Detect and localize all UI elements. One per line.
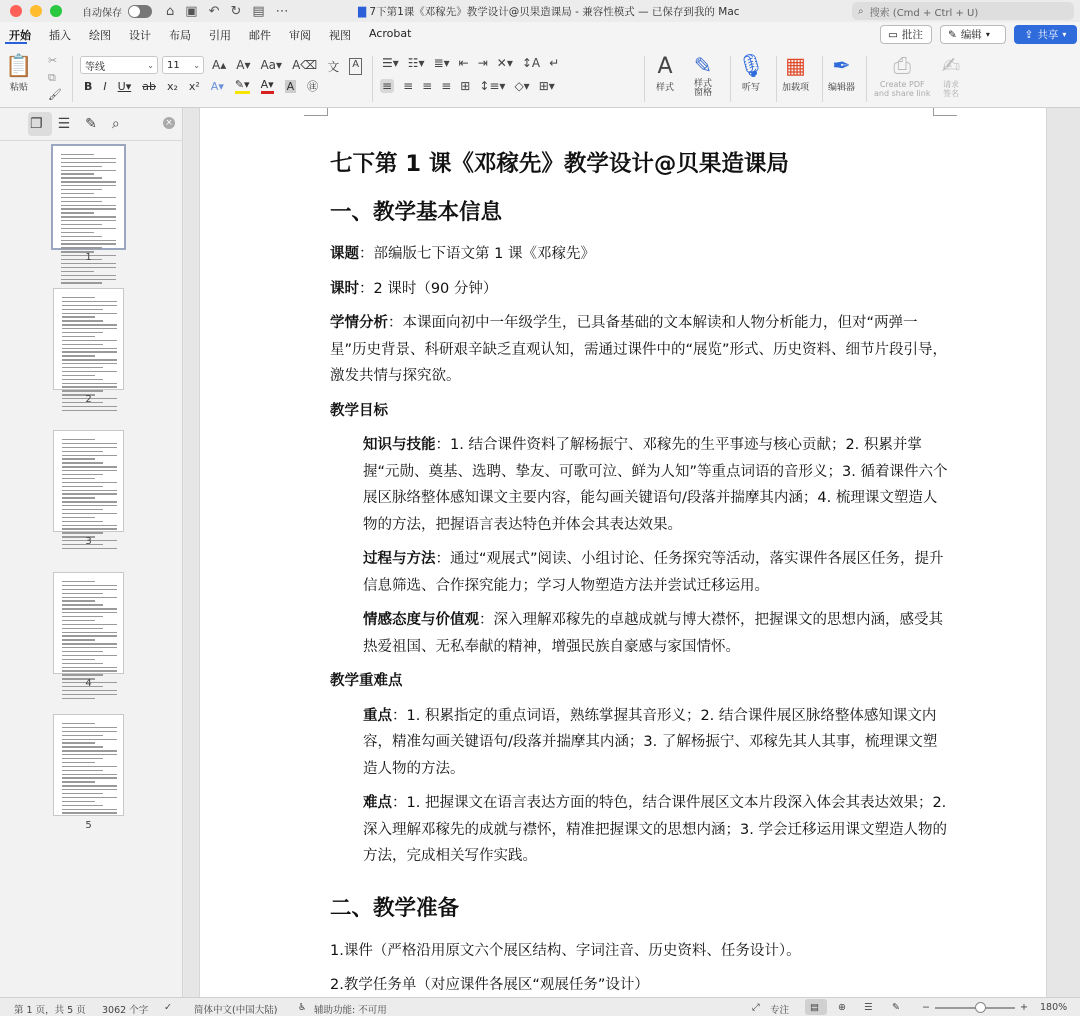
more-icon[interactable]: ⋯ <box>275 3 289 19</box>
page-thumbnail[interactable] <box>53 288 124 390</box>
comment-button[interactable]: ▭ 批注 <box>880 25 932 44</box>
lesson-paragraph: 课题：部编版七下语文第 1 课《邓稼先》 <box>330 246 595 262</box>
signature-icon: ✍ <box>941 53 961 79</box>
subheading: 教学目标 <box>330 402 388 419</box>
align-left-icon[interactable]: ≡ <box>382 79 393 93</box>
justify-icon[interactable]: ≡ <box>441 79 452 93</box>
outline-icon[interactable]: ☰ <box>57 116 71 132</box>
italic-icon[interactable]: I <box>103 79 107 93</box>
shrink-font-icon[interactable]: A▾ <box>236 58 251 72</box>
separator <box>866 56 867 102</box>
status-bar <box>0 997 1080 1016</box>
section-heading: 一、教学基本信息 <box>330 200 503 225</box>
goal-paragraph: 过程与方法：通过“观展式”阅读、小组讨论、任务探究等活动，落实课件各展区任务，提升信息筛选、合作探究能力；学习人物塑造方法并尝试迁移运用。 <box>363 551 944 594</box>
grow-font-icon[interactable]: A▴ <box>212 58 227 72</box>
styles-pane-button[interactable]: ✎ 样式 窗格 <box>690 52 716 98</box>
difficulty-paragraph: 难点：1. 把握课文在语言表达方面的特色，结合课件展区文本片段深入体会其表达效果；2. 深入理解邓稼先的成就与襟怀，精准把握课文的思想内涵；3. 学会迁移运用课文塑造人物的方法，完成相关写作实践。 <box>363 795 947 864</box>
pdf-icon: ⎙ <box>893 53 912 79</box>
crop-mark <box>304 108 328 116</box>
home-icon[interactable]: ⌂ <box>166 3 175 19</box>
thumbnail-page-number: 3 <box>85 536 92 547</box>
tab-7[interactable]: 审阅 <box>289 29 311 42</box>
page-thumbnail[interactable] <box>51 144 126 250</box>
thumbnail-text-lines <box>62 723 117 816</box>
font-format-tools <box>84 78 318 94</box>
cut-icon[interactable]: ✂ <box>48 54 58 67</box>
thumbnail-page-number: 4 <box>85 678 92 689</box>
keypoint-paragraph: 重点：1. 积累指定的重点词语，熟练掌握其音形义；2. 结合课件展区脉络整体感知课文内容，精准勾画关键语句/段落并揣摩其内涵；3. 了解杨振宁、邓稼先其人其事，梳理课文塑造人物的方法。 <box>363 707 938 777</box>
zoom-slider-handle[interactable] <box>975 1002 986 1013</box>
line-spacing-icon[interactable]: ↕≡▾ <box>479 79 506 93</box>
document-title-heading: 七下第 1 课《邓稼先》教学设计@贝果造课局 <box>330 151 789 177</box>
close-window-button[interactable] <box>10 5 22 17</box>
navigation-pane <box>0 108 183 997</box>
save-icon[interactable]: ▣ <box>185 3 198 19</box>
title-bar <box>0 0 1080 22</box>
separator <box>644 56 645 102</box>
align-center-icon[interactable]: ≡ <box>403 79 414 93</box>
list-tools <box>382 56 559 70</box>
chevron-down-icon: ▾ <box>1062 30 1067 39</box>
clipboard-tools <box>48 52 62 103</box>
comment-icon: ▭ <box>888 28 898 41</box>
separator <box>776 56 777 102</box>
section-heading: 二、教学准备 <box>330 895 460 921</box>
chevron-down-icon: ⌄ <box>193 60 200 70</box>
multilevel-list-icon[interactable]: ≣▾ <box>433 56 450 70</box>
thumbnails-icon[interactable]: ❐ <box>30 116 43 132</box>
text-effects-icon[interactable]: A▾ <box>210 79 224 93</box>
share-button[interactable]: ⇪ 共享 ▾ <box>1014 25 1077 44</box>
font-name-select[interactable]: 等线 ⌄ <box>80 56 158 74</box>
goal-paragraph: 知识与技能：1. 结合课件资料了解杨振宁、邓稼先的生平事迹与核心贡献；2. 积累并掌握“元勋、奠基、选聘、挚友、可歌可泣、鲜为人知”等重点词语的音形义；3. 循着课件六个展区脉络整体感知课文主要内容，能勾画关键语句/段落并揣摩其内涵；4. 梳理课文塑造人物的方法，把握语言表达特色并体会其表达效果。 <box>363 437 948 533</box>
redo-icon[interactable]: ↻ <box>230 3 242 19</box>
styles-pane-icon: ✎ <box>693 53 713 79</box>
format-painter-icon[interactable]: 🖌 <box>48 88 62 101</box>
sort-icon[interactable]: ↕A <box>521 56 541 70</box>
print-layout-icon[interactable]: ▤ <box>810 1002 819 1013</box>
request-sign-button[interactable]: ✍ 请求 签名 <box>938 52 964 98</box>
separator <box>822 56 823 102</box>
numbering-icon[interactable]: ☷▾ <box>407 56 425 70</box>
zoom-window-button[interactable] <box>50 5 62 17</box>
window-controls <box>10 5 62 17</box>
word-doc-icon: ▇ <box>358 6 367 18</box>
tab-1[interactable]: 插入 <box>49 29 71 42</box>
font-size-tools <box>212 58 362 75</box>
decrease-indent-icon[interactable]: ⇤ <box>458 56 469 70</box>
draft-view-icon[interactable]: ✎ <box>892 1002 900 1013</box>
outline-view-icon[interactable]: ☰ <box>864 1002 873 1013</box>
align-right-icon[interactable]: ≡ <box>422 79 433 93</box>
chevron-down-icon: ▾ <box>985 30 990 39</box>
shading-icon[interactable]: ◇▾ <box>514 79 530 93</box>
subscript-icon[interactable]: x₂ <box>166 79 178 93</box>
clear-format-icon[interactable]: A⌫ <box>292 58 318 72</box>
page-count[interactable]: 第 1 页，共 5 页 <box>14 1005 86 1016</box>
zoom-in-icon[interactable]: + <box>1020 1002 1028 1013</box>
thumbnail-text-lines <box>61 154 116 286</box>
page-thumbnail[interactable] <box>53 430 124 532</box>
create-pdf-button[interactable]: ⎙ Create PDF and share link <box>874 53 931 98</box>
edit-mode-button[interactable]: ✎ 编辑 ▾ <box>940 25 1006 44</box>
page-thumbnail[interactable] <box>53 572 124 674</box>
chevron-down-icon: ⌄ <box>147 60 154 70</box>
enclose-char-icon[interactable]: ㊟ <box>307 80 319 93</box>
strikethrough-icon[interactable]: ab <box>142 79 156 93</box>
highlight-icon[interactable]: ✎▾ <box>235 78 250 94</box>
zoom-level[interactable]: 180% <box>1040 1002 1068 1013</box>
tab-9[interactable]: Acrobat <box>369 27 412 40</box>
bold-icon[interactable]: B <box>84 79 93 93</box>
char-border-icon[interactable]: A <box>349 58 362 75</box>
separator <box>372 56 373 102</box>
minimize-window-button[interactable] <box>30 5 42 17</box>
document-title: ▇ 7下第1课《邓稼先》教学设计@贝果造课局 - 兼容性模式 — 已保存到我的 Mac <box>358 6 740 18</box>
separator <box>730 56 731 102</box>
char-shading-icon[interactable]: A <box>286 79 295 93</box>
pane-divider <box>0 140 183 141</box>
search-icon: ⌕ <box>858 5 864 17</box>
goal-paragraph: 情感态度与价值观：深入理解邓稼先的卓越成就与博大襟怀，把握课文的思想内涵，感受其热爱祖国、无私奉献的精神，增强民族自豪感与家国情怀。 <box>363 612 943 655</box>
clipboard-icon: 📋 <box>5 53 33 79</box>
search-box[interactable] <box>852 2 1074 20</box>
pencil-icon: ✎ <box>948 28 957 41</box>
ribbon-tabs <box>0 27 420 43</box>
styles-icon: A <box>657 53 673 79</box>
headings-icon[interactable]: ✎ <box>85 116 97 132</box>
underline-icon[interactable]: U▾ <box>117 79 132 93</box>
copy-icon[interactable]: ⧉ <box>48 71 56 84</box>
increase-indent-icon[interactable]: ⇥ <box>477 56 488 70</box>
word-count[interactable]: 3062 个字 <box>102 1005 149 1016</box>
autosave-label: 自动保存 <box>82 7 122 19</box>
share-icon: ⇪ <box>1024 28 1034 41</box>
tab-8[interactable]: 视图 <box>329 29 351 42</box>
undo-icon[interactable]: ↶ <box>208 3 220 19</box>
asian-layout-icon[interactable]: ✕▾ <box>496 56 513 70</box>
font-size-select[interactable]: 11 ⌄ <box>162 56 204 74</box>
prep-paragraph: 1.课件（严格沿用原文六个展区结构、字词注音、历史资料、任务设计）。 <box>330 942 801 959</box>
focus-icon: ⤢ <box>752 1002 760 1013</box>
time-paragraph: 课时：2 课时（90 分钟） <box>330 280 498 297</box>
font-color-icon[interactable]: A▾ <box>261 78 274 94</box>
tab-2[interactable]: 绘图 <box>89 29 111 42</box>
navigation-pane-tools <box>30 116 120 132</box>
phonetic-guide-icon[interactable]: 文 <box>327 60 340 74</box>
paste-button[interactable]: 📋 粘贴 <box>5 53 33 93</box>
close-pane-icon[interactable]: × <box>163 117 175 129</box>
subheading: 教学重难点 <box>330 673 403 689</box>
thumbnail-page-number: 2 <box>85 394 92 405</box>
autosave-control <box>82 4 152 19</box>
distribute-icon[interactable]: ⊞ <box>460 79 471 93</box>
thumbnail-text-lines <box>62 439 117 552</box>
superscript-icon[interactable]: x² <box>188 79 200 93</box>
quick-access-toolbar <box>166 4 289 19</box>
ribbon <box>0 48 1080 108</box>
crop-mark <box>933 108 957 116</box>
document-page[interactable] <box>199 108 1047 997</box>
tab-0[interactable]: 开始 <box>9 29 31 42</box>
addins-button[interactable]: ▦ 加载项 <box>782 53 810 93</box>
ribbon-tabs-bar <box>0 22 1080 48</box>
tab-4[interactable]: 布局 <box>169 29 191 42</box>
tab-3[interactable]: 设计 <box>129 29 151 42</box>
tab-6[interactable]: 邮件 <box>249 29 271 42</box>
language-status[interactable]: 简体中文(中国大陆) <box>194 1005 278 1016</box>
document-content[interactable] <box>330 144 950 997</box>
alignment-tools <box>380 79 555 93</box>
active-tab-indicator <box>5 42 27 44</box>
addins-icon: ▦ <box>785 53 806 79</box>
document-canvas[interactable] <box>184 108 1080 997</box>
show-marks-icon[interactable]: ↵ <box>549 56 560 70</box>
tab-5[interactable]: 引用 <box>209 29 231 42</box>
styles-button[interactable]: A 样式 <box>652 52 678 93</box>
print-icon[interactable]: ▤ <box>252 3 265 19</box>
dictate-button[interactable]: 🎙 听写 <box>737 53 765 93</box>
thumbnail-page-number: 5 <box>85 820 92 831</box>
thumbnail-page-number: 1 <box>85 252 92 263</box>
accessibility-icon: ♿ <box>298 1002 307 1013</box>
change-case-icon[interactable]: Aa▾ <box>260 58 283 72</box>
autosave-toggle[interactable] <box>128 5 152 18</box>
prep-paragraph: 2.教学任务单（对应课件各展区“观展任务”设计） <box>330 977 649 993</box>
search-icon[interactable]: ⌕ <box>111 116 120 132</box>
proofing-icon[interactable]: ✓ <box>164 1002 172 1013</box>
editor-icon: ✒ <box>832 53 851 79</box>
microphone-icon: 🎙 <box>737 53 765 79</box>
bullets-icon[interactable]: ☰▾ <box>382 56 399 70</box>
web-layout-icon[interactable]: ⊕ <box>838 1002 846 1013</box>
search-placeholder: 搜索 (Cmd + Ctrl + U) <box>869 7 979 19</box>
zoom-out-icon[interactable]: − <box>922 1002 930 1013</box>
accessibility-status[interactable]: 辅助功能: 不可用 <box>314 1005 387 1016</box>
editor-button[interactable]: ✒ 编辑器 <box>828 53 856 93</box>
page-thumbnail[interactable] <box>53 714 124 816</box>
analysis-paragraph: 学情分析：本课面向初中一年级学生，已具备基础的文本解读和人物分析能力，但对“两弹一星”历史背景、科研艰辛缺乏直观认知，需通过课件中的“展览”形式、历史资料、细节片段引导，激发共情与探究欲。 <box>330 315 948 384</box>
focus-button[interactable]: 专注 <box>770 1005 790 1016</box>
separator <box>72 56 73 102</box>
borders-icon[interactable]: ⊞▾ <box>538 79 555 93</box>
